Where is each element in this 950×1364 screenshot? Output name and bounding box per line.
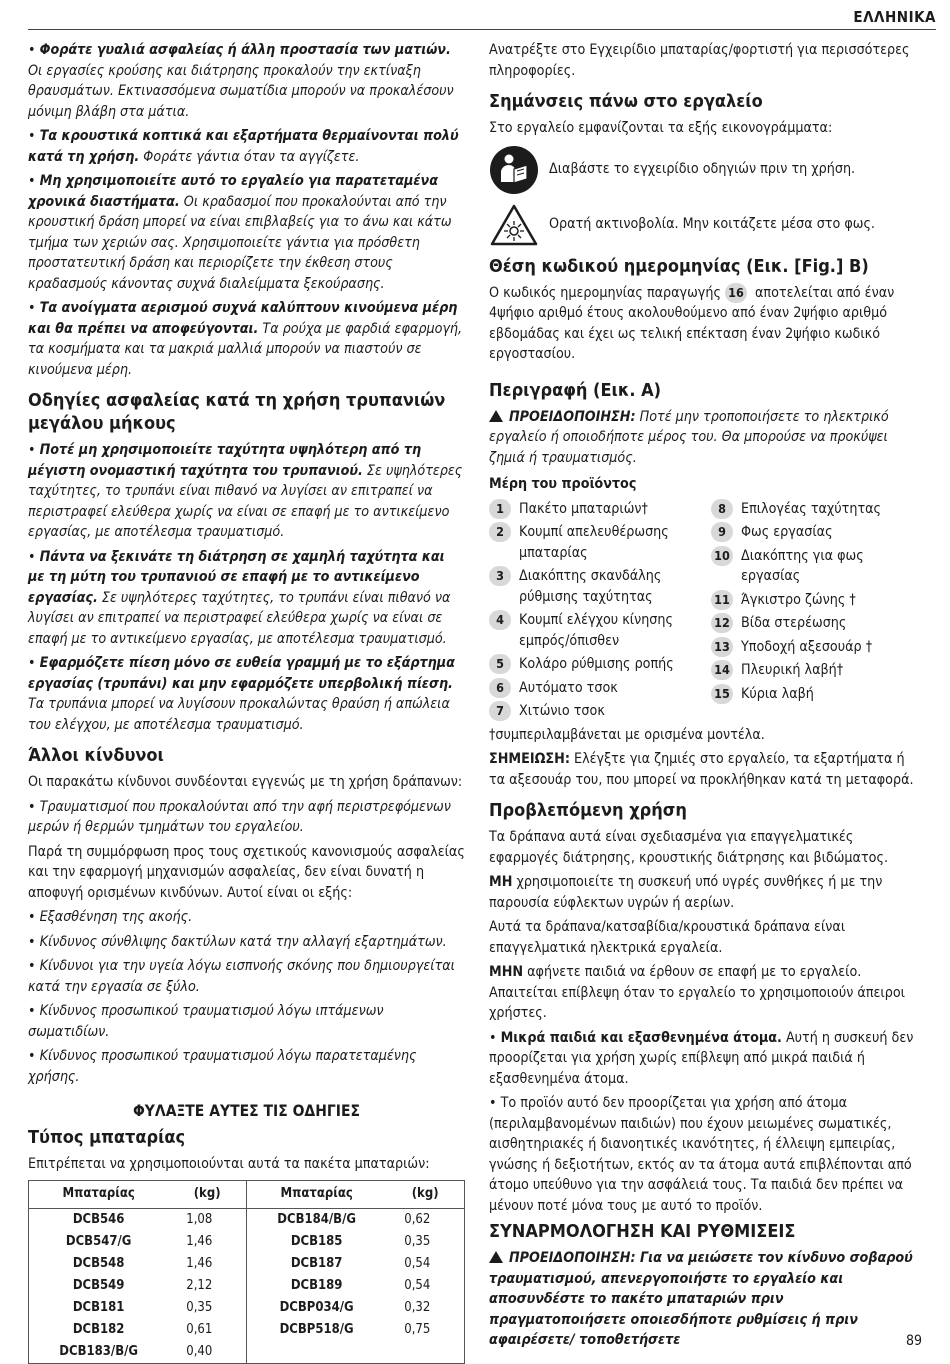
- long-bit-rule-2: • Πάντα να ξεκινάτε τη διάτρηση σε χαμηλή ταχύτητα και με τη μύτη του τρυπανιού σε επαφή με το αντικείμενο εργασίας. Σε υψηλότερες ταχύτητες, το τρυπάνι είναι πιθανό να λυγίσει αν επιτραπεί να περιστραφεί ελεύθερα χωρίς να είναι σε επαφή με το αντικείμενο εργασίας, με αποτέλεσμα τραυματισμό.: [28, 547, 465, 650]
- other-risks-intro: Οι παρακάτω κίνδυνοι συνδέονται εγγενώς με τη χρήση δράπανων:: [28, 774, 463, 790]
- right-column: [489, 40, 923, 1355]
- col-header-weight: (kg): [386, 1181, 464, 1209]
- read-manual-text: Διαβάστε το εγχειρίδιο οδηγιών πριν τη χρήση.: [549, 161, 856, 178]
- intended-use-6: • Το προϊόν αυτό δεν προορίζεται για χρήση από άτομα (περιλαμβανομένων παιδιών) που έχουν μειωμένες σωματικές, αισθητηριακές ή διανοητικές ικανότητες, ή έλλειψη εμπειρίας, γνώσης ή δεξιοτήτων, εκτός αν τα άτομα αυτά επιβλέπονται από άτομο υπεύθυνο για την ασφάλειά τους. Τα παιδιά δεν πρέπει να μένουν ποτέ μόνα τους με αυτό το προϊόν.: [489, 1093, 923, 1216]
- long-bit-rule-3: • Εφαρμόζετε πίεση μόνο σε ευθεία γραμμή με το εξάρτημα εργασίας (τρυπάνι) και μην εφαρμόζετε υπερβολική πίεση. Τα τρυπάνια μπορεί να λυγίσουν προκαλώντας θραύση ή απώλεια του ελέγχου, με αποτέλεσμα τραυματισμό.: [28, 653, 465, 735]
- date-code-paragraph: Ο κωδικός ημερομηνίας παραγωγής 16 αποτελείται από έναν 4ψήφιο αριθμό έτους ακολουθούμενο από έναν 2ψήφιο αριθμό εβδομάδας και έχει ως τελική επέκταση έναν 2ψήφιο κωδικό εργοστασίου.: [489, 284, 895, 362]
- heading-description: Περιγραφή (Εικ. A): [489, 379, 662, 401]
- heading-date-code: Θέση κωδικού ημερομηνίας (Εικ. [Fig.] B): [489, 255, 869, 277]
- intended-use-5: • Μικρά παιδιά και εξασθενημένα άτομα. Αυτή η συσκευή δεν προορίζεται για χρήση χωρίς επίβλεψη από μικρά παιδιά ή εξασθενημένα άτομα.: [489, 1028, 923, 1090]
- note-transport: ΣΗΜΕΙΩΣΗ: Ελέγξτε για ζημιές στο εργαλείο, τα εξαρτήματα ή τα αξεσουάρ του, που μπορεί να προκλήθηκαν κατά τη μεταφορά.: [489, 751, 914, 788]
- safety-bullet-vents: • Τα ανοίγματα αερισμού συχνά καλύπτουν κινούμενα μέρη και θα πρέπει να αποφεύγονται. Τα ρούχα με φαρδιά εφαρμογή, τα κοσμήματα και τα μακριά μαλλιά μπορούν να πιαστούν σε κινούμενα μέρη.: [28, 298, 465, 380]
- list-item: 3 Διακόπτης σκανδάλης ρύθμισης ταχύτητας: [489, 566, 701, 607]
- list-item: 1 Πακέτο μπαταριών†: [489, 499, 701, 520]
- heading-other-risks: Άλλοι κίνδυνοι: [28, 745, 164, 766]
- intended-use-3: Αυτά τα δράπανα/κατσαβίδια/κρουστικά δράπανα είναι επαγγελματικά ηλεκτρικά εργαλεία.: [489, 919, 846, 956]
- battery-intro: Επιτρέπεται να χρησιμοποιούνται αυτά τα πακέτα μπαταριών:: [28, 1155, 430, 1172]
- footnote: †συμπεριλαμβάνεται με ορισμένα μοντέλα.: [489, 726, 765, 743]
- intended-use-2: ΜΗ χρησιμοποιείτε τη συσκευή υπό υγρές συνθήκες ή με την παρουσία εύφλεκτων υγρών ή αερίων.: [489, 874, 883, 911]
- list-item: 9 Φως εργασίας: [711, 522, 923, 543]
- heading-product-parts: Μέρη του προϊόντος: [489, 476, 637, 492]
- intended-use-1: Τα δράπανα αυτά είναι σχεδιασμένα για επαγγελματικές εφαρμογές διάτρησης, κρουστικής διάτρησης και βιδώματος.: [489, 829, 888, 866]
- table-row: DCB181 0,35 DCBP034/G 0,32: [29, 1297, 465, 1319]
- col-header-weight: (kg): [168, 1181, 246, 1209]
- list-item: 10 Διακόπτης για φως εργασίας: [711, 546, 923, 587]
- table-row: DCB547/G 1,46 DCB185 0,35: [29, 1231, 465, 1253]
- risk-item: • Εξασθένηση της ακοής.: [28, 907, 465, 928]
- battery-table: [28, 1180, 465, 1364]
- table-header-row: [29, 1181, 465, 1209]
- table-row: DCB548 1,46 DCB187 0,54: [29, 1253, 465, 1275]
- risk-item: • Κίνδυνος προσωπικού τραυματισμού λόγω ιπτάμενων σωματιδίων.: [28, 1001, 465, 1042]
- other-risks-bullet: • Τραυματισμοί που προκαλούνται από την αφή περιστρεφόμενων μερών ή θερμών τμημάτων του εργαλείου.: [28, 797, 465, 838]
- risk-item: • Κίνδυνος προσωπικού τραυματισμού λόγω παρατεταμένης χρήσης.: [28, 1046, 465, 1087]
- heading-intended-use: Προβλεπόμενη χρήση: [489, 800, 687, 821]
- long-bit-rule-1: • Ποτέ μη χρησιμοποιείτε ταχύτητα υψηλότερη από τη μέγιστη ονομαστική ταχύτητα του τρυπανιού. Σε υψηλότερες ταχύτητες, το τρυπάνι είναι πιθανό να λυγίσει αν επιτραπεί να περιστραφεί ελεύθερα χωρίς να είναι σε επαφή με το αντικείμενο εργασίας, με αποτέλεσμα τραυματισμό.: [28, 440, 465, 543]
- table-row: DCB546 1,08 DCB184/B/G 0,62: [29, 1208, 465, 1231]
- list-item: 12 Βίδα στερέωσης: [711, 613, 923, 634]
- markings-intro: Στο εργαλείο εμφανίζονται τα εξής εικονογράμματα:: [489, 120, 833, 136]
- parts-column-right: [701, 499, 923, 725]
- table-row: DCB549 2,12 DCB189 0,54: [29, 1275, 465, 1297]
- safety-bullet-vibration: • Μη χρησιμοποιείτε αυτό το εργαλείο για παρατεταμένα χρονικά διαστήματα. Οι κραδασμοί που προκαλούνται από την κρουστική δράση μπορεί να είναι επιβλαβείς για το άνω και κάτω τμήμα των χεριών σας. Χρησιμοποιείτε γάντια για πρόσθετη προστατευτική δράση και περιορίζετε την έκθεση στους κραδασμούς κάνοντας συχνά διαλείμματα ξεκούρασης.: [28, 171, 465, 294]
- col-header-battery: Μπαταρίας: [246, 1181, 386, 1209]
- list-item: 7 Χιτώνιο τσοκ: [489, 701, 701, 722]
- list-item: 6 Αυτόματο τσοκ: [489, 678, 701, 699]
- other-risks-paragraph: Παρά τη συμμόρφωση προς τους σχετικούς κανονισμούς ασφαλείας και την εφαρμογή μηχανισμών ασφαλείας, δεν είναι δυνατή η αποφυγή ορισμένων κινδύνων. Αυτοί είναι οι εξής:: [28, 843, 465, 901]
- heading-tool-markings: Σημάνσεις πάνω στο εργαλείο: [489, 91, 763, 112]
- left-column: [28, 40, 465, 1364]
- warning-assembly: ΠΡΟΕΙΔΟΠΟΙΗΣΗ: Για να μειώσετε τον κίνδυνο σοβαρού τραυματισμού, απενεργοποιήστε το εργαλείο και αποσυνδέστε το πακέτο μπαταριών πριν πραγματοποιήσετε οποιεσδήποτε ρυθμίσεις ή πριν αφαιρέσετε/ τοποθετήσετε: [489, 1250, 913, 1348]
- safety-bullet-eyes: • Φοράτε γυαλιά ασφαλείας ή άλλη προστασία των ματιών. Οι εργασίες κρούσης και διάτρησης προκαλούν την εκτίναξη θραυσμάτων. Εκτινασσόμενα σωματίδια μπορούν να προκαλέσουν μόνιμη βλάβη στα μάτια.: [28, 40, 465, 122]
- heading-battery-type: Τύπος μπαταρίας: [28, 1126, 186, 1148]
- warning-icon: [489, 1251, 503, 1263]
- list-item: 2 Κουμπί απελευθέρωσης μπαταρίας: [489, 522, 701, 563]
- page-number: 89: [905, 1333, 922, 1349]
- pictogram-visible-radiation: [489, 203, 923, 247]
- callout-number: 16: [725, 283, 747, 303]
- list-item: 15 Κύρια λαβή: [711, 684, 923, 705]
- warning-icon: [489, 410, 503, 422]
- radiation-warning-icon: [489, 203, 539, 247]
- list-item: 5 Κολάρο ρύθμισης ροπής: [489, 654, 701, 675]
- pictogram-read-manual: [489, 145, 923, 195]
- parts-list: [489, 499, 923, 725]
- list-item: 13 Υποδοχή αξεσουάρ †: [711, 637, 923, 658]
- safety-bullet-heat: • Τα κρουστικά κοπτικά και εξαρτήματα θερμαίνονται πολύ κατά τη χρήση. Φοράτε γάντια όταν τα αγγίζετε.: [28, 126, 465, 167]
- col-header-battery: Μπαταρίας: [29, 1181, 169, 1209]
- risk-item: • Κίνδυνοι για την υγεία λόγω εισπνοής σκόνης που δημιουργείται κατά την εργασία σε ξύλο.: [28, 956, 465, 997]
- battery-manual-ref: Ανατρέξτε στο Εγχειρίδιο μπαταρίας/φορτιστή για περισσότερες πληροφορίες.: [489, 42, 910, 79]
- list-item: 11 Άγκιστρο ζώνης †: [711, 590, 923, 611]
- parts-column-left: [489, 499, 701, 725]
- read-manual-icon: [489, 145, 539, 195]
- warning-modify: ΠΡΟΕΙΔΟΠΟΙΗΣΗ: Ποτέ μην τροποποιήσετε το ηλεκτρικό εργαλείο ή οποιοδήποτε μέρος του. Θα μπορούσε να προκύψει ζημιά ή τραυματισμός.: [489, 408, 889, 466]
- list-item: 4 Κουμπί ελέγχου κίνησης εμπρός/όπισθεν: [489, 610, 701, 651]
- save-instructions-title: ΦΥΛΑΞΤΕ ΑΥΤΕΣ ΤΙΣ ΟΔΗΓΙΕΣ: [132, 1102, 361, 1120]
- radiation-text: Ορατή ακτινοβολία. Μην κοιτάζετε μέσα στο φως.: [549, 216, 875, 233]
- header-divider: [28, 29, 936, 30]
- table-row: DCB183/B/G 0,40: [29, 1341, 465, 1364]
- heading-long-bits: Οδηγίες ασφαλείας κατά τη χρήση τρυπανιών μεγάλου μήκους: [28, 390, 446, 434]
- risk-item: • Κίνδυνος σύνθλιψης δακτύλων κατά την αλλαγή εξαρτημάτων.: [28, 932, 465, 953]
- table-row: DCB182 0,61 DCBP518/G 0,75: [29, 1319, 465, 1341]
- language-header: ΕΛΛΗΝΙΚΑ: [853, 8, 936, 26]
- heading-assembly: ΣΥΝΑΡΜΟΛΟΓΗΣΗ ΚΑΙ ΡΥΘΜΙΣΕΙΣ: [489, 1221, 796, 1242]
- list-item: 8 Επιλογέας ταχύτητας: [711, 499, 923, 520]
- list-item: 14 Πλευρική λαβή†: [711, 660, 923, 681]
- intended-use-4: ΜΗΝ αφήνετε παιδιά να έρθουν σε επαφή με το εργαλείο. Απαιτείται επίβλεψη όταν το εργαλείο το χρησιμοποιούν άπειροι χρήστες.: [489, 964, 905, 1021]
